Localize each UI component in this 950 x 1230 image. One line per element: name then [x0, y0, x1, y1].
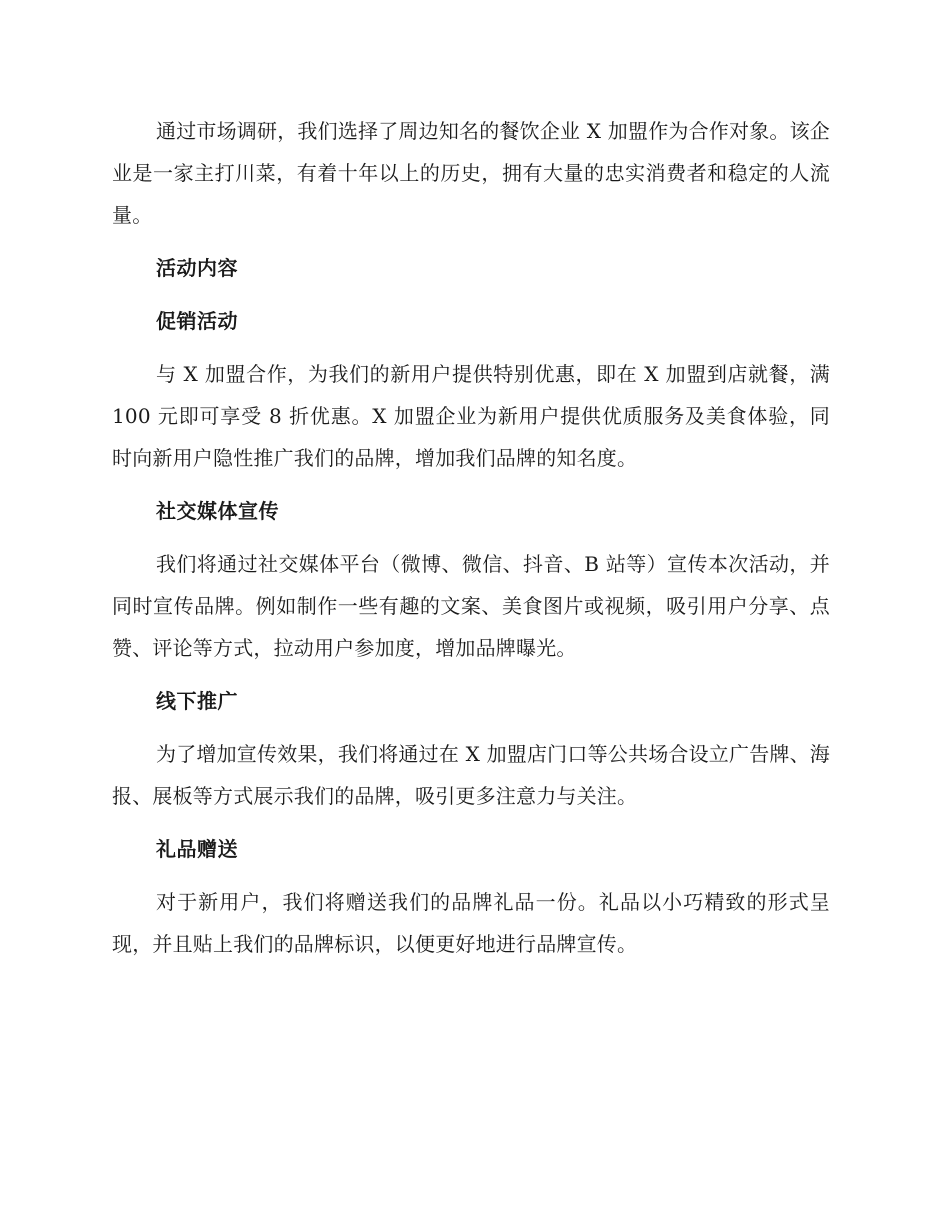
social-media-heading: 社交媒体宣传	[156, 499, 279, 523]
gift-paragraph: 对于新用户，我们将赠送我们的品牌礼品一份。礼品以小巧精致的形式呈现，并且贴上我们的品牌标识，以便更好地进行品牌宣传。	[112, 890, 830, 956]
intro-paragraph: 通过市场调研，我们选择了周边知名的餐饮企业 X 加盟作为合作对象。该企业是一家主打川菜，有着十年以上的历史，拥有大量的忠实消费者和稳定的人流量。	[112, 119, 830, 227]
document-page	[112, 110, 830, 965]
promotion-heading: 促销活动	[156, 309, 238, 333]
section-title: 活动内容	[156, 256, 238, 280]
promotion-paragraph: 与 X 加盟合作，为我们的新用户提供特别优惠，即在 X 加盟到店就餐，满 100 元即可享受 8 折优惠。X 加盟企业为新用户提供优质服务及美食体验，同时向新用户隐性推广我们的品牌，增加我们品牌的知名度。	[112, 362, 830, 470]
offline-heading: 线下推广	[156, 689, 238, 713]
social-media-paragraph: 我们将通过社交媒体平台（微博、微信、抖音、B 站等）宣传本次活动，并同时宣传品牌。例如制作一些有趣的文案、美食图片或视频，吸引用户分享、点赞、评论等方式，拉动用户参加度，增加品牌曝光。	[112, 552, 830, 660]
gift-heading: 礼品赠送	[156, 837, 238, 861]
offline-paragraph: 为了增加宣传效果，我们将通过在 X 加盟店门口等公共场合设立广告牌、海报、展板等方式展示我们的品牌，吸引更多注意力与关注。	[112, 742, 830, 808]
